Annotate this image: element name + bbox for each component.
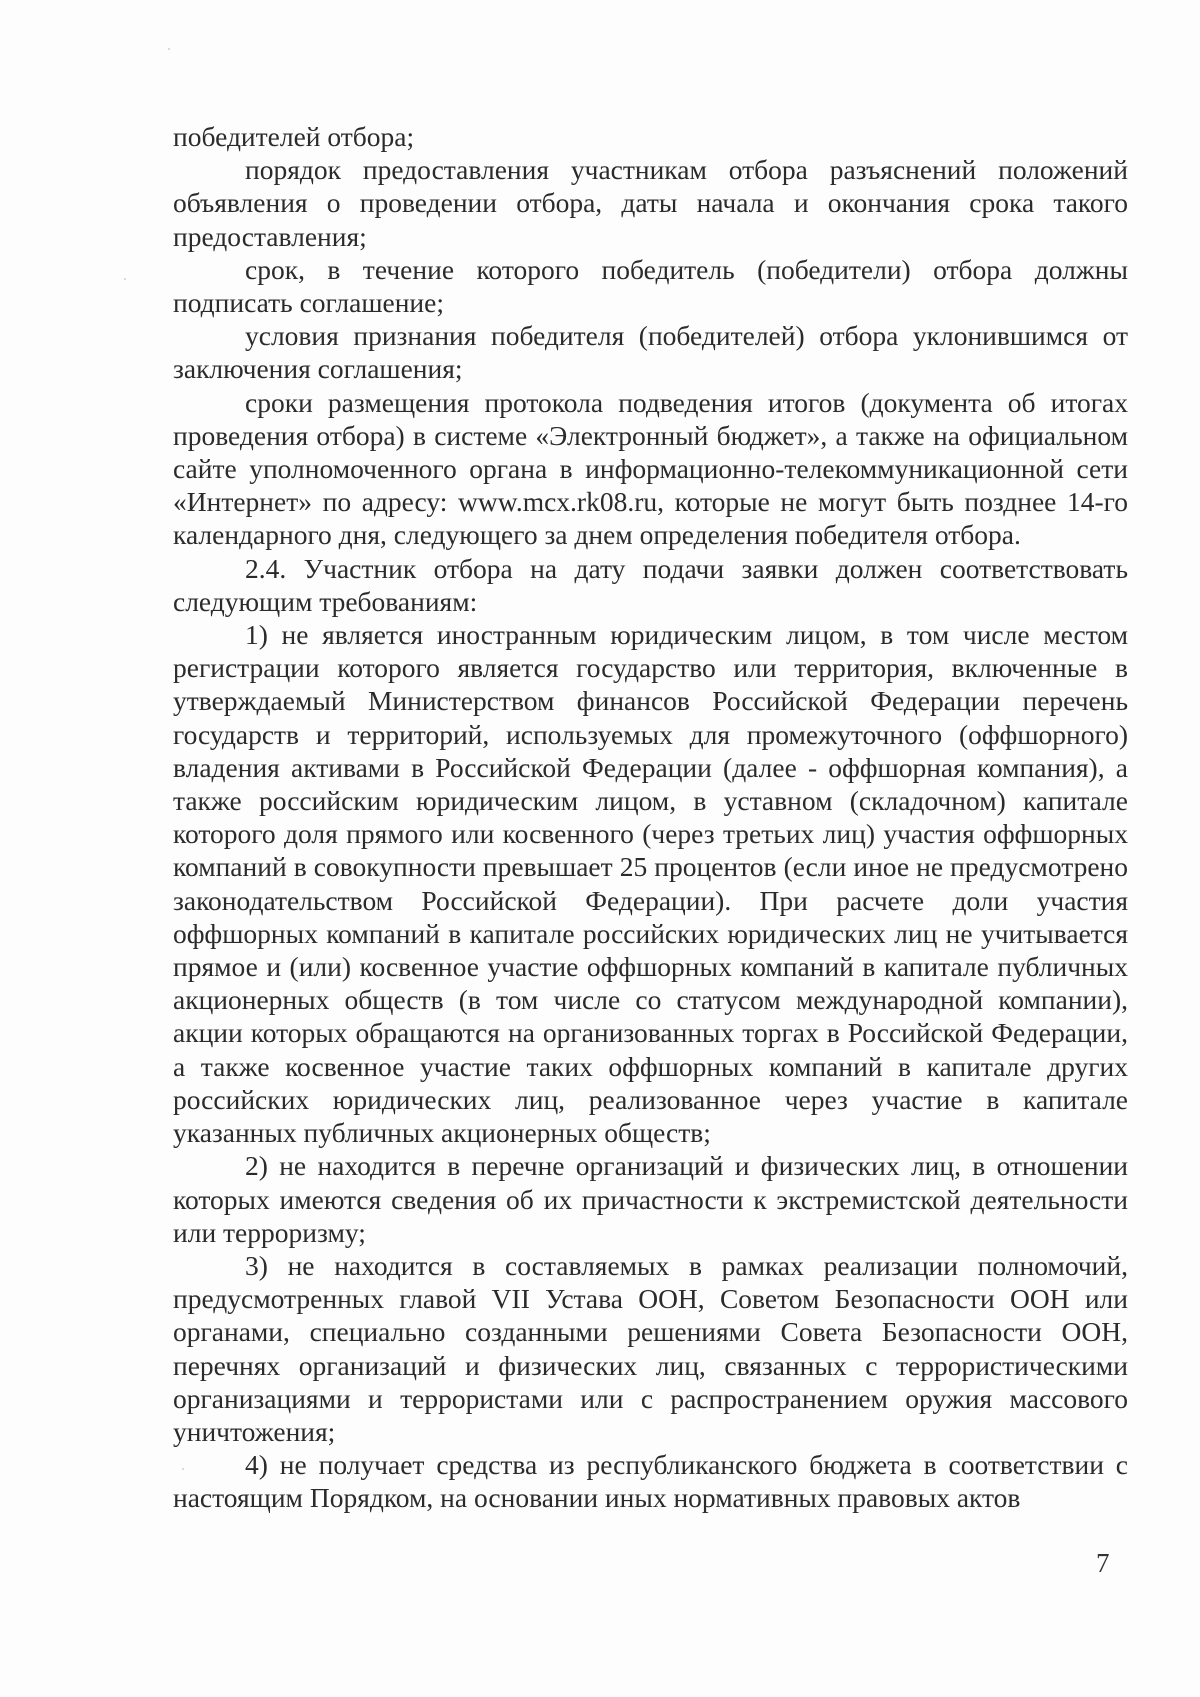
paragraph-section-2-4: 2.4. Участник отбора на дату подачи заявки должен соответствовать следующим требованиям: — [173, 552, 1128, 617]
paragraph-requirement-3: 3) не находится в составляемых в рамках реализации полномочий, предусмотренных главой VII Устава ООН, Советом Безопасности ООН или органами, специально созданными решениями Совета Безопасности ООН, перечнях организаций и физических лиц, связанных с террористическими организациями и террористами или с распространением оружия массового уничтожения; — [173, 1249, 1128, 1447]
paragraph-clarification-procedure: порядок предоставления участникам отбора разъяснений положений объявления о проведении отбора, даты начала и окончания срока такого предоставления; — [173, 154, 1128, 252]
paragraph-requirement-1: 1) не является иностранным юридическим лицом, в том числе местом регистрации которого является государство или территория, включенные в утверждаемый Министерством финансов Российской Федерации перечень государств и территорий, используемых для промежуточного (оффшорного) владения активами в Российской Федерации (далее - оффшорная компания), а также российским юридическим лицом, в уставном (складочном) капитале которого доля прямого или косвенного (через третьих лиц) участия оффшорных компаний в совокупности превышает 25 процентов (если иное не предусмотрено законодательством Российской Федерации). При расчете доли участия оффшорных компаний в капитале российских юридических лиц не учитывается прямое и (или) косвенное участие оффшорных компаний в капитале публичных акционерных обществ (в том числе со статусом международной компании), акции которых обращаются на организованных торгах в Российской Федерации, а также косвенное участие таких оффшорных компаний в капитале других российских юридических лиц, реализованное через участие в капитале указанных публичных акционерных обществ; — [173, 619, 1128, 1149]
paragraph-protocol-deadlines: сроки размещения протокола подведения итогов (документа об итогах проведения отбора) в системе «Электронный бюджет», а также на официальном сайте уполномоченного органа в информационно-телекоммуникационной сети «Интернет» по адресу: www.mcx.rk08.ru, которые не могут быть позднее 14-го календарного дня, следующего за днем определения победителя отбора. — [173, 386, 1128, 551]
paragraph-evasion-conditions: условия признания победителя (победителей) отбора уклонившимся от заключения соглашения; — [173, 320, 1128, 385]
paragraph-agreement-term: срок, в течение которого победитель (победители) отбора должны подписать соглашение; — [173, 253, 1128, 319]
paragraph-requirement-2: 2) не находится в перечне организаций и физических лиц, в отношении которых имеются сведения об их причастности к экстремистской деятельности или терроризму; — [173, 1150, 1128, 1248]
page-number: 7 — [1096, 1548, 1110, 1578]
scan-speck — [124, 278, 126, 280]
scan-speck — [168, 48, 170, 50]
paragraph-requirement-4: 4) не получает средства из республиканского бюджета в соответствии с настоящим Порядком, на основании иных нормативных правовых актов — [173, 1449, 1128, 1514]
document-body — [173, 120, 1128, 1515]
scan-speck — [182, 1468, 184, 1470]
paragraph-continuation: победителей отбора; — [173, 121, 415, 152]
